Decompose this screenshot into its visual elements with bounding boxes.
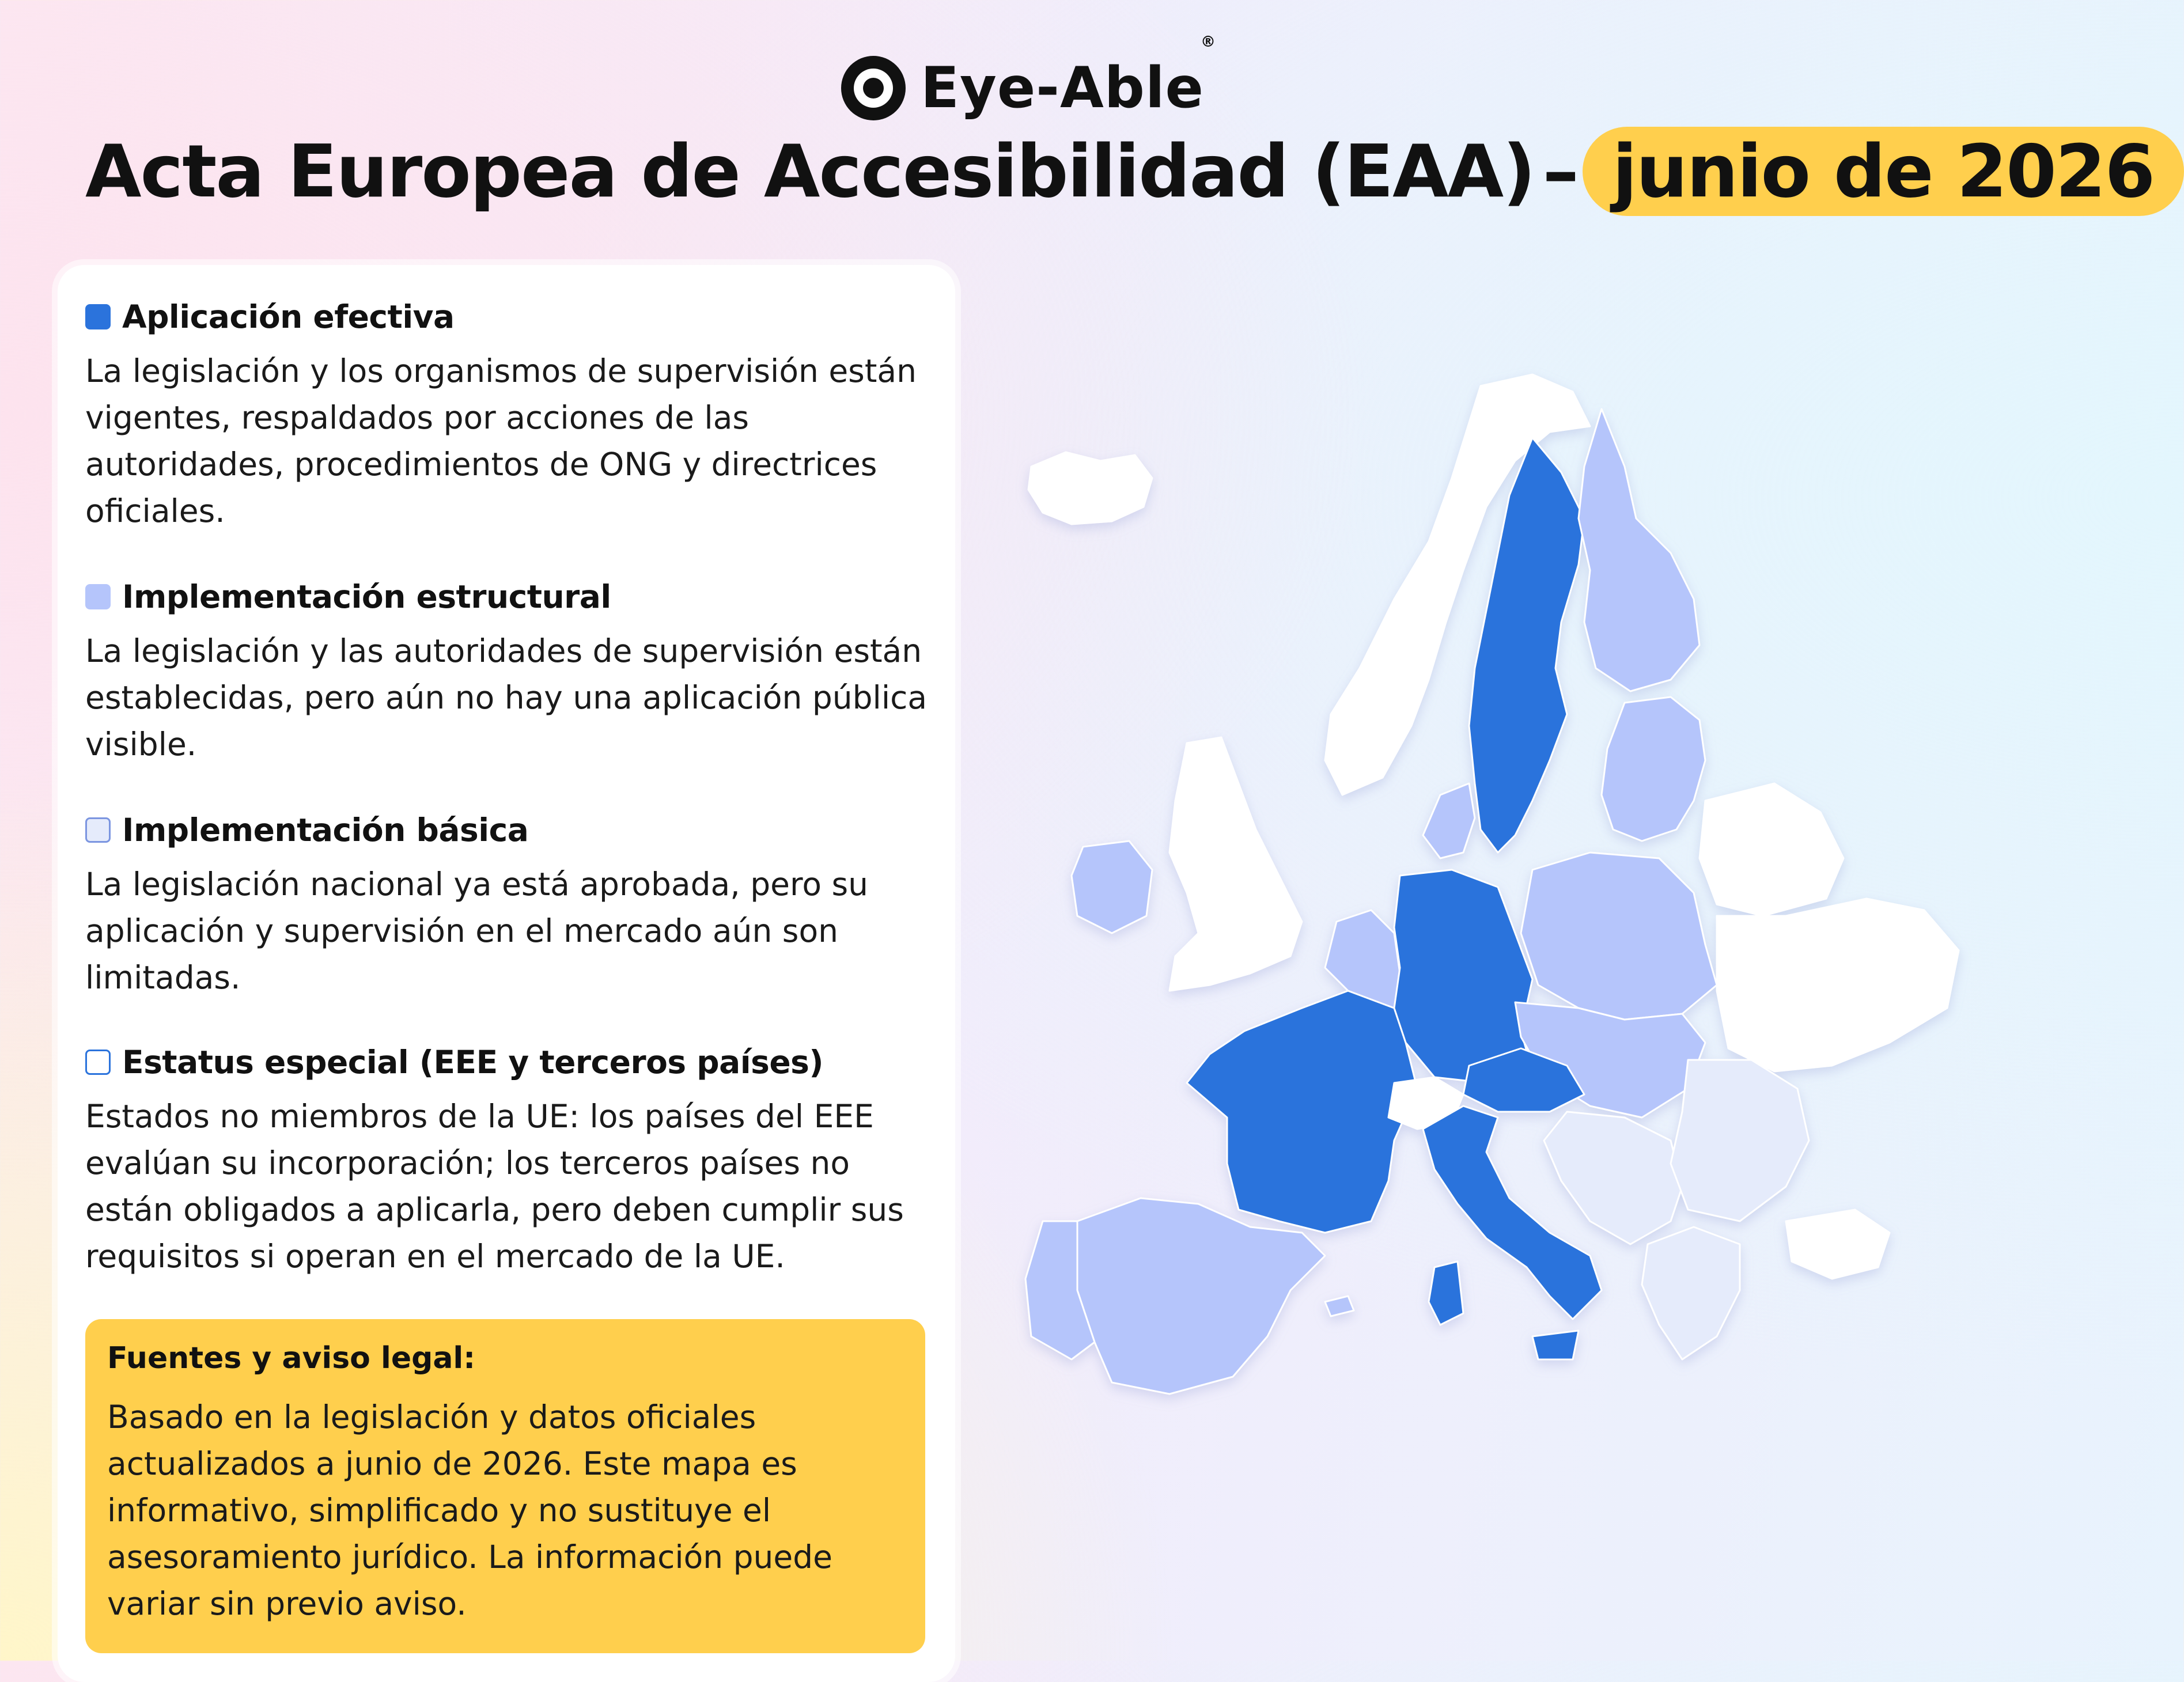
- country-turkey: [1786, 1210, 1890, 1279]
- sources-disclaimer-box: [85, 1319, 925, 1653]
- country-poland: [1521, 853, 1717, 1020]
- country-iceland: [1028, 452, 1152, 524]
- swatch-effective-icon: [85, 304, 111, 329]
- country-greece: [1642, 1227, 1740, 1359]
- country-balkans: [1544, 1112, 1682, 1244]
- legend-item-effective: [85, 298, 944, 535]
- legend-panel: [58, 265, 955, 1682]
- country-sicily: [1532, 1331, 1579, 1359]
- europe-map: [979, 323, 2074, 1452]
- legend-title: Aplicación efectiva: [122, 298, 455, 335]
- country-france: [1187, 991, 1417, 1233]
- legend-title: Implementación estructural: [122, 578, 611, 615]
- legend-item-basic: [85, 812, 944, 1001]
- sources-text: Basado en la legislación y datos oficiales actualizados a junio de 2026. Este mapa es informativo, simplificado y no sustituye el asesoramiento jurídico. La información puede variar sin previo aviso.: [107, 1399, 832, 1622]
- legend-desc: Estados no miembros de la UE: los países del EEE evalúan su incorporación; los terceros países no están obligados a aplicarla, pero deben cumplir sus requisitos si operan en el mercado de la UE.: [85, 1098, 904, 1275]
- legend-desc: La legislación y los organismos de supervisión están vigentes, respaldados por acciones de las autoridades, procedimientos de ONG y directrices oficiales.: [85, 353, 917, 529]
- swatch-basic-icon: [85, 817, 111, 843]
- country-baleares: [1325, 1296, 1354, 1316]
- brand-name: Eye-Able®: [921, 33, 1217, 121]
- legend-item-special: [85, 1044, 944, 1280]
- country-denmark: [1423, 783, 1475, 858]
- country-spain: [1077, 1198, 1325, 1394]
- sources-title: Fuentes y aviso legal:: [107, 1341, 476, 1376]
- legend-title: Implementación básica: [122, 812, 529, 848]
- country-ireland: [1072, 841, 1152, 933]
- eye-icon: [841, 56, 906, 120]
- legend-title: Estatus especial (EEE y terceros países): [122, 1044, 823, 1081]
- country-finland: [1579, 409, 1699, 691]
- swatch-structural-icon: [85, 584, 111, 609]
- swatch-special-icon: [85, 1050, 111, 1075]
- page-title: [85, 127, 2184, 216]
- country-romania-bulgaria: [1671, 1060, 1809, 1221]
- country-uk: [1169, 737, 1302, 991]
- legend-desc: La legislación nacional ya está aprobada, pero su aplicación y supervisión en el mercado aún son limitadas.: [85, 866, 868, 996]
- legend-desc: La legislación y las autoridades de supervisión están establecidas, pero aún no hay una aplicación pública visible.: [85, 632, 928, 763]
- title-main: Acta Europea de Accesibilidad (EAA): [85, 129, 1535, 214]
- brand-logo: [841, 33, 1220, 126]
- title-dash: –: [1542, 129, 1579, 214]
- country-sardinia: [1429, 1262, 1463, 1325]
- country-ukraine: [1717, 899, 1959, 1071]
- country-benelux: [1325, 910, 1400, 1008]
- country-belarus: [1699, 783, 1844, 916]
- country-baltics: [1602, 697, 1705, 841]
- legend-item-structural: [85, 578, 944, 768]
- title-date-badge: junio de 2026: [1583, 127, 2184, 216]
